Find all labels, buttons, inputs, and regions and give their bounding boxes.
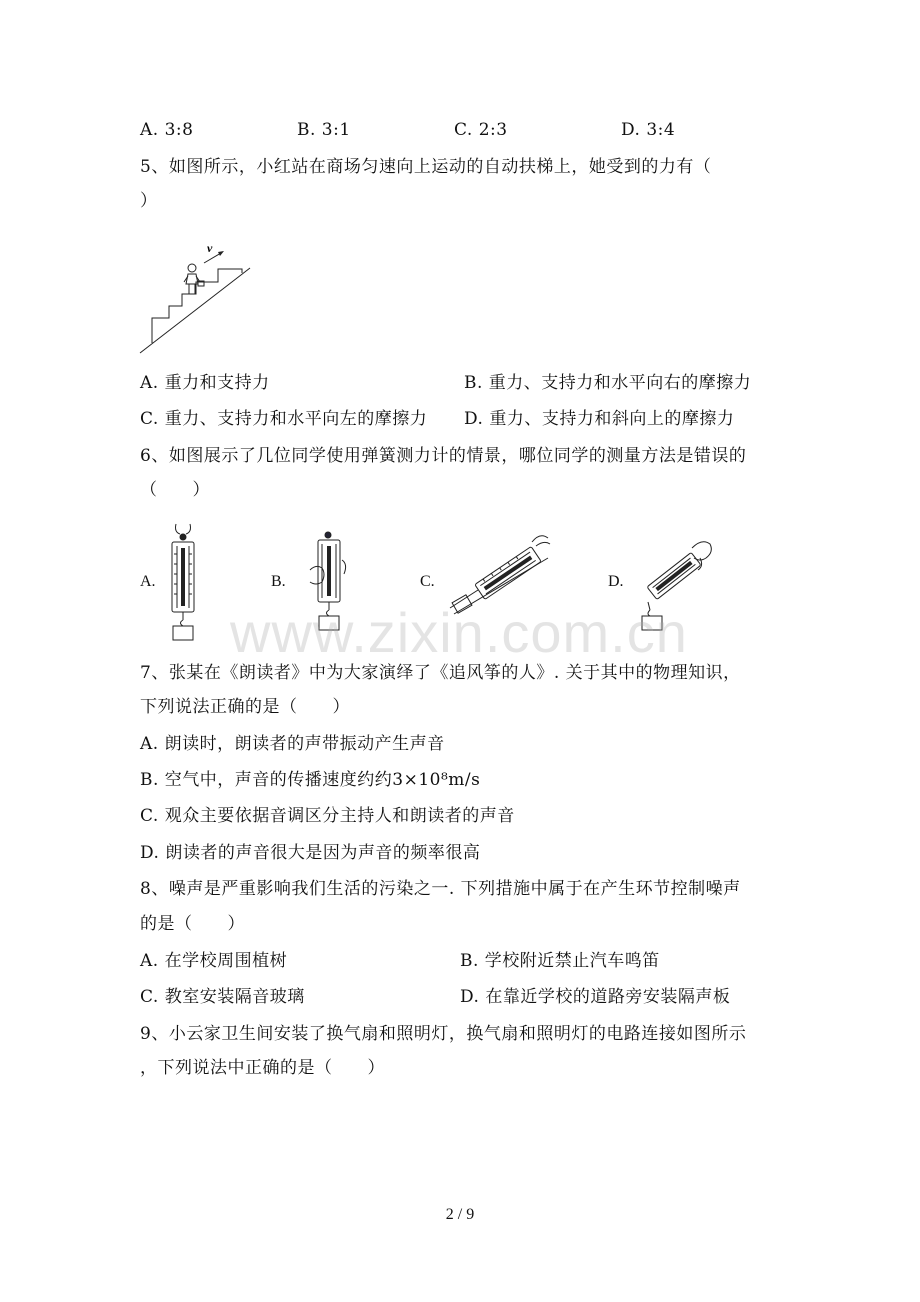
page-number: 2 / 9 [445,1206,475,1223]
q4-option-a: A. 3:8 [140,120,194,140]
q9-stem-cont: ，下列说法中正确的是（ ） [140,1058,385,1078]
q7-stem: 7、张某在《朗读者》中为大家演绎了《追风筝的人》. 关于其中的物理知识， [140,663,741,683]
q5-stem-cont: ） [140,191,158,211]
q6-fig-label-a: A. [140,573,156,590]
q5-option-a: A. 重力和支持力 [140,373,270,393]
spring-scale-a-figure [166,520,200,642]
q4-option-d: D. 3:4 [621,120,676,140]
q8-stem-cont: 的是（ ） [140,914,245,934]
q5-option-d: D. 重力、支持力和斜向上的摩擦力 [464,409,735,429]
q7-stem-cont: 下列说法正确的是（ ） [140,697,350,717]
q5-option-b: B. 重力、支持力和水平向右的摩擦力 [464,373,752,393]
q4-option-b: B. 3:1 [297,120,351,140]
q6-fig-label-c: C. [420,573,435,590]
q8-option-b: B. 学校附近禁止汽车鸣笛 [460,951,660,971]
q7-option-b: B. 空气中，声音的传播速度约约3×10⁸m/s [140,770,481,790]
q7-option-d: D. 朗读者的声音很大是因为声音的频率很高 [140,843,481,863]
q5-stem: 5、如图所示，小红站在商场匀速向上运动的自动扶梯上，她受到的力有（ [140,157,712,177]
q7-option-a: A. 朗读时，朗读者的声带振动产生声音 [140,734,445,754]
q6-stem: 6、如图展示了几位同学使用弹簧测力计的情景，哪位同学的测量方法是错误的 [140,446,747,466]
q8-option-a: A. 在学校周围植树 [140,951,288,971]
q6-fig-label-d: D. [608,573,624,590]
escalator-figure [138,236,256,356]
q8-option-d: D. 在靠近学校的道路旁安装隔声板 [460,987,731,1007]
q6-stem-cont: （ ） [140,480,210,500]
velocity-arrow-icon [218,251,224,256]
q4-option-c: C. 2:3 [454,120,508,140]
q6-fig-label-b: B. [271,573,286,590]
q7-option-c: C. 观众主要依据音调区分主持人和朗读者的声音 [140,806,515,826]
q5-option-c: C. 重力、支持力和水平向左的摩擦力 [140,409,428,429]
q8-option-c: C. 教室安装隔音玻璃 [140,987,305,1007]
velocity-label: v [207,241,213,255]
q8-stem: 8、噪声是严重影响我们生活的污染之一. 下列措施中属于在产生环节控制噪声 [140,879,741,899]
q9-stem: 9、小云家卫生间安装了换气扇和照明灯，换气扇和照明灯的电路连接如图所示 [140,1024,747,1044]
watermark: www.zixin.com.cn [230,601,688,664]
